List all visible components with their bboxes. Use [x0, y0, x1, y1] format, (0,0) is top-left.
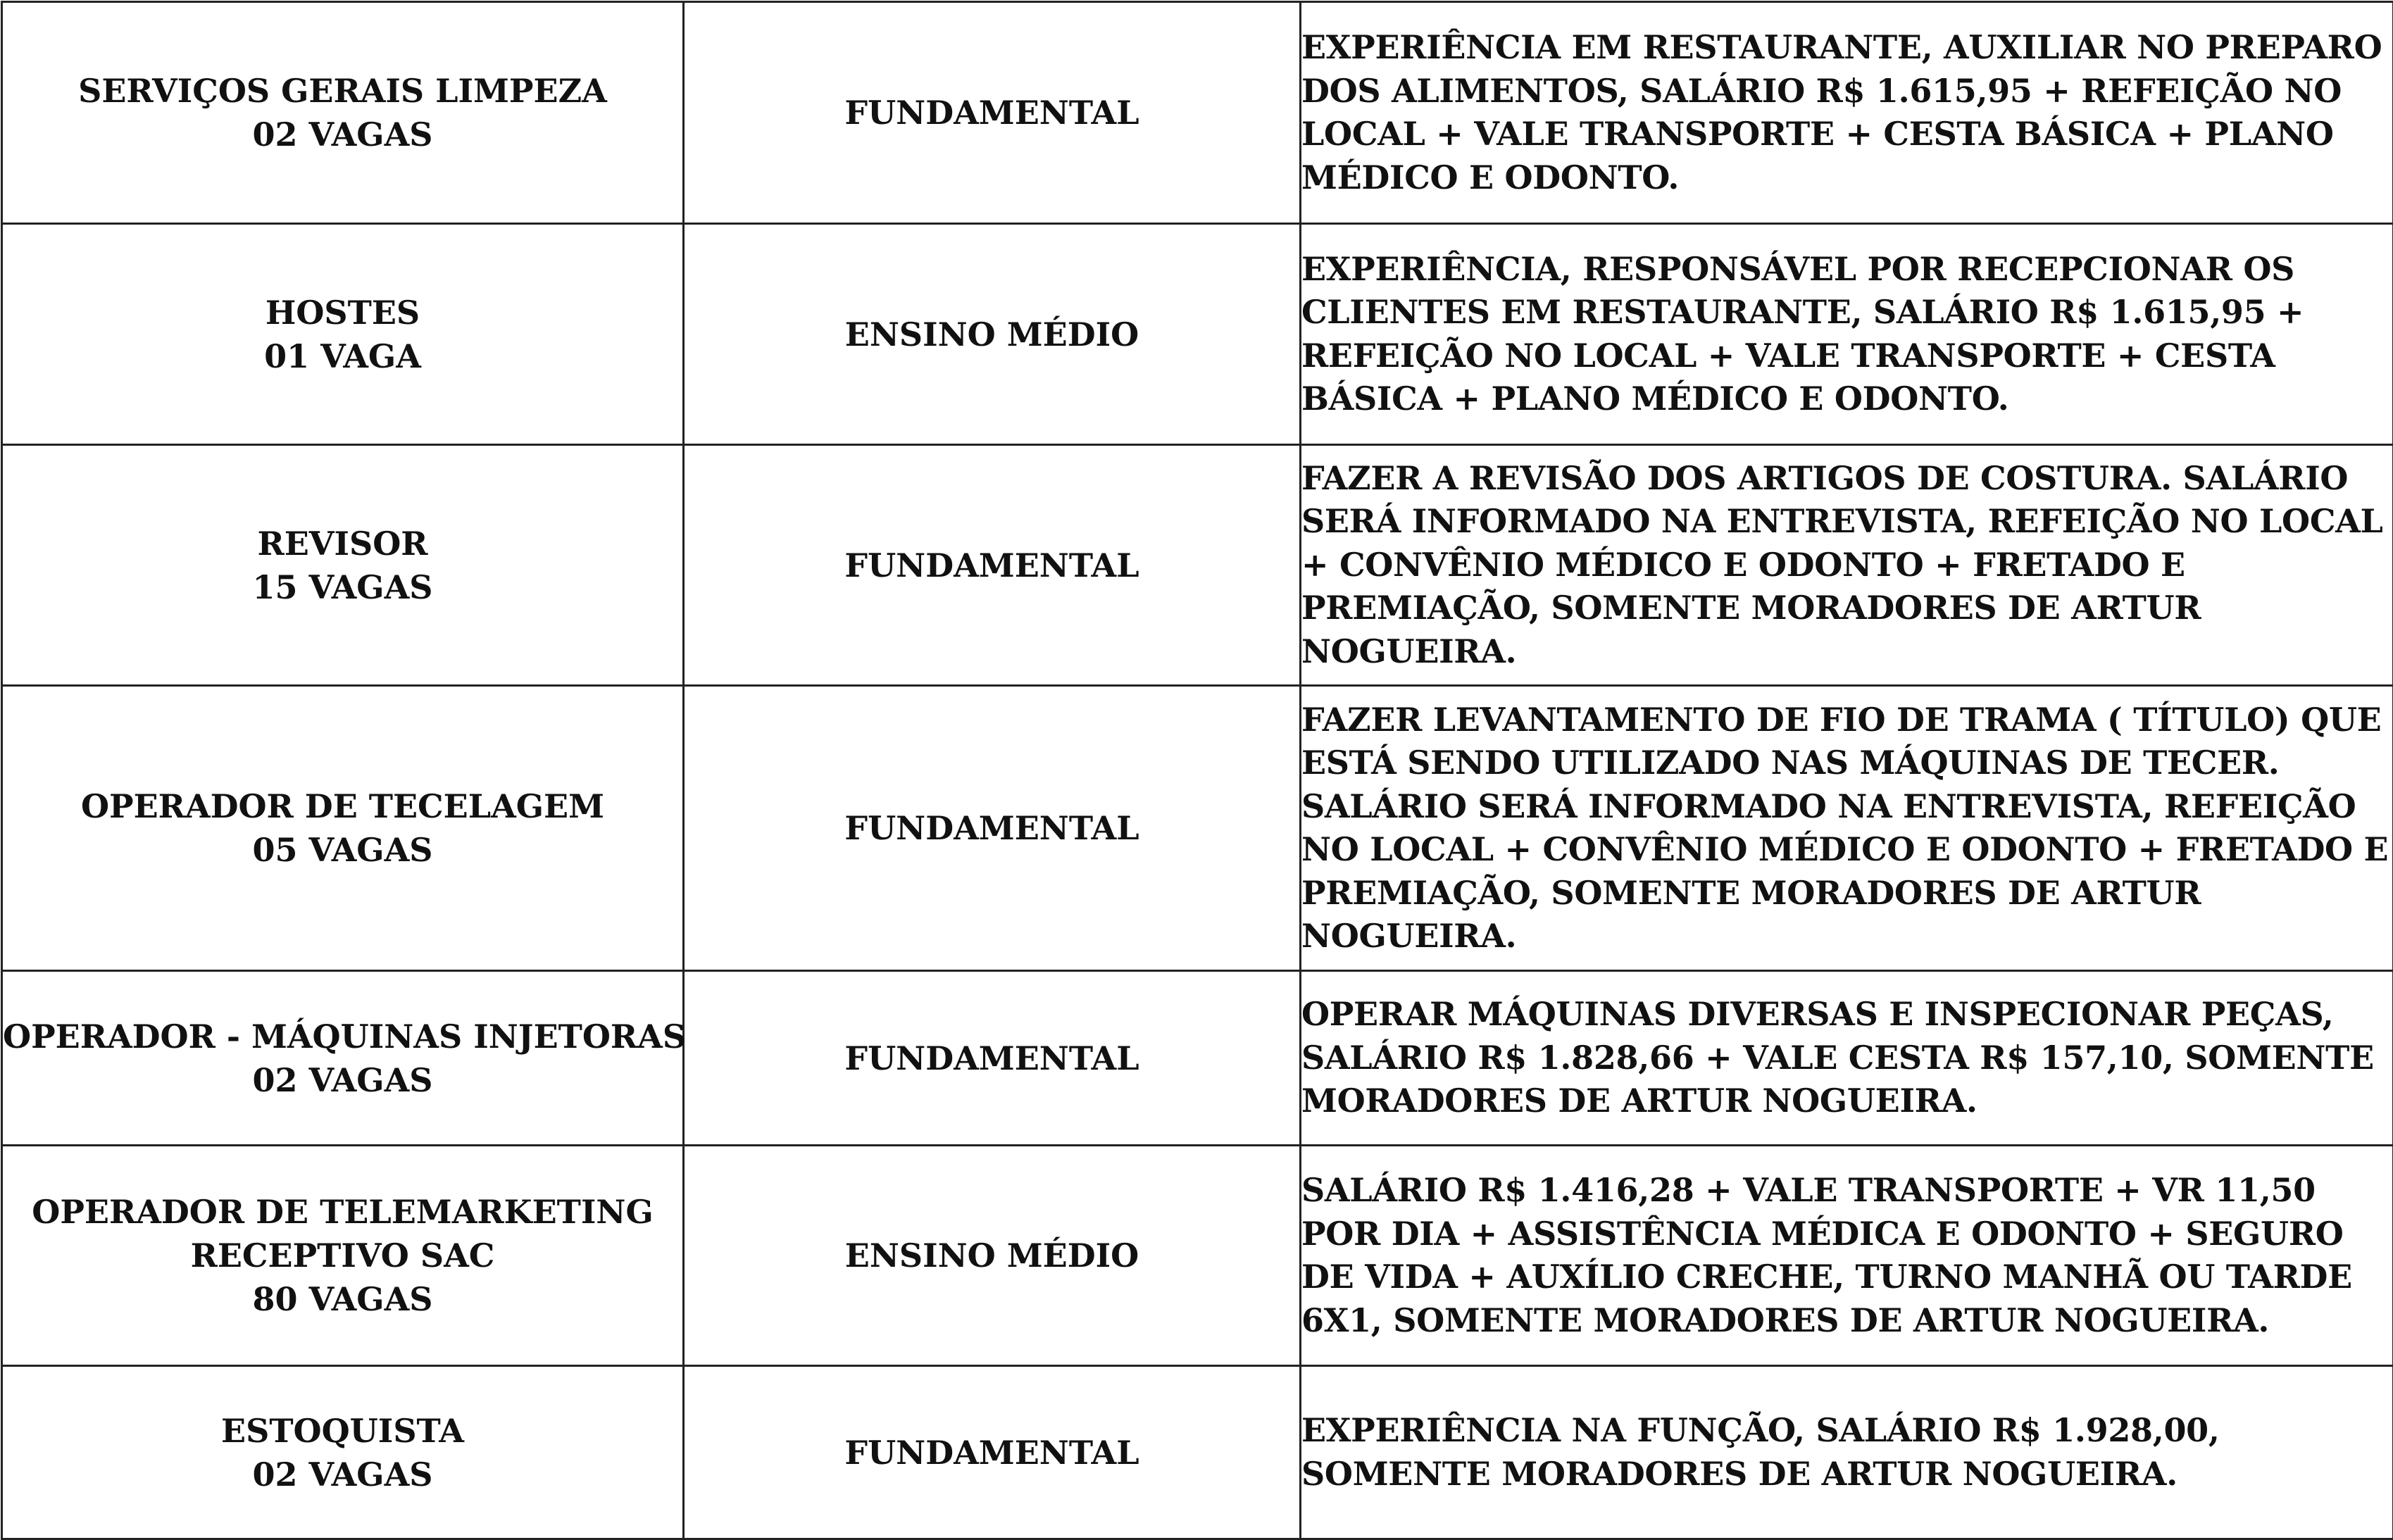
job-vacancies-table: [1, 1, 2393, 1540]
job-vacancies: 02 VAGAS: [3, 113, 682, 156]
job-description: SALÁRIO R$ 1.416,28 + VALE TRANSPORTE + VR 11,50 POR DIA + ASSISTÊNCIA MÉDICA E ODONTO + SEGURO DE VIDA + AUXÍLIO CRECHE, TURNO MANHÃ OU TARDE 6X1, SOMENTE MORADORES DE ARTUR NOGUEIRA.: [1301, 1169, 2392, 1342]
job-title: OPERADOR - MÁQUINAS INJETORAS: [3, 1015, 682, 1058]
education-level: FUNDAMENTAL: [844, 546, 1139, 584]
education-cell: [684, 686, 1301, 971]
description-cell: [1301, 971, 2393, 1146]
education-level: FUNDAMENTAL: [844, 1039, 1139, 1077]
job-title-cell: [2, 224, 684, 445]
education-cell: [684, 2, 1301, 224]
job-title-cell: [2, 2, 684, 224]
job-description: EXPERIÊNCIA EM RESTAURANTE, AUXILIAR NO PREPARO DOS ALIMENTOS, SALÁRIO R$ 1.615,95 + REFEIÇÃO NO LOCAL + VALE TRANSPORTE + CESTA BÁSICA + PLANO MÉDICO E ODONTO.: [1301, 26, 2392, 199]
job-title: ESTOQUISTA: [3, 1409, 682, 1453]
job-title-extra: RECEPTIVO SAC: [3, 1234, 682, 1277]
description-cell: [1301, 1366, 2393, 1539]
education-level: ENSINO MÉDIO: [845, 315, 1139, 353]
table-row: [2, 1366, 2393, 1539]
job-description: OPERAR MÁQUINAS DIVERSAS E INSPECIONAR PEÇAS, SALÁRIO R$ 1.828,66 + VALE CESTA R$ 157,10, SOMENTE MORADORES DE ARTUR NOGUEIRA.: [1301, 993, 2392, 1123]
education-level: FUNDAMENTAL: [844, 809, 1139, 847]
job-vacancies: 02 VAGAS: [3, 1453, 682, 1496]
table-row: [2, 2, 2393, 224]
table-row: [2, 686, 2393, 971]
table-row: [2, 971, 2393, 1146]
description-cell: [1301, 224, 2393, 445]
job-description: FAZER LEVANTAMENTO DE FIO DE TRAMA ( TÍTULO) QUE ESTÁ SENDO UTILIZADO NAS MÁQUINAS DE TECER. SALÁRIO SERÁ INFORMADO NA ENTREVISTA, REFEIÇÃO NO LOCAL + CONVÊNIO MÉDICO E ODONTO + FRETADO E PREMIAÇÃO, SOMENTE MORADORES DE ARTUR NOGUEIRA.: [1301, 699, 2392, 958]
description-cell: [1301, 445, 2393, 686]
job-title-cell: [2, 1366, 684, 1539]
job-title-cell: [2, 1146, 684, 1366]
job-title-cell: [2, 445, 684, 686]
job-description: EXPERIÊNCIA NA FUNÇÃO, SALÁRIO R$ 1.928,00, SOMENTE MORADORES DE ARTUR NOGUEIRA.: [1301, 1409, 2392, 1496]
job-title-cell: [2, 686, 684, 971]
education-level: FUNDAMENTAL: [844, 1434, 1139, 1472]
education-cell: [684, 1146, 1301, 1366]
education-cell: [684, 1366, 1301, 1539]
job-description: EXPERIÊNCIA, RESPONSÁVEL POR RECEPCIONAR OS CLIENTES EM RESTAURANTE, SALÁRIO R$ 1.615,95 + REFEIÇÃO NO LOCAL + VALE TRANSPORTE + CESTA BÁSICA + PLANO MÉDICO E ODONTO.: [1301, 248, 2392, 421]
job-title: REVISOR: [3, 522, 682, 565]
education-cell: [684, 224, 1301, 445]
job-title: OPERADOR DE TELEMARKETING: [3, 1190, 682, 1234]
job-title: SERVIÇOS GERAIS LIMPEZA: [3, 69, 682, 113]
job-description: FAZER A REVISÃO DOS ARTIGOS DE COSTURA. SALÁRIO SERÁ INFORMADO NA ENTREVISTA, REFEIÇÃO NO LOCAL + CONVÊNIO MÉDICO E ODONTO + FRETADO E PREMIAÇÃO, SOMENTE MORADORES DE ARTUR NOGUEIRA.: [1301, 457, 2392, 674]
education-cell: [684, 445, 1301, 686]
job-title: HOSTES: [3, 291, 682, 334]
job-title: OPERADOR DE TECELAGEM: [3, 784, 682, 828]
table-row: [2, 1146, 2393, 1366]
job-vacancies: 80 VAGAS: [3, 1277, 682, 1321]
table-row: [2, 224, 2393, 445]
job-vacancies: 02 VAGAS: [3, 1058, 682, 1102]
education-level: ENSINO MÉDIO: [845, 1237, 1139, 1275]
education-cell: [684, 971, 1301, 1146]
description-cell: [1301, 2, 2393, 224]
table-row: [2, 445, 2393, 686]
description-cell: [1301, 1146, 2393, 1366]
job-vacancies: 01 VAGA: [3, 334, 682, 378]
education-level: FUNDAMENTAL: [844, 94, 1139, 132]
description-cell: [1301, 686, 2393, 971]
job-vacancies: 15 VAGAS: [3, 565, 682, 609]
job-vacancies: 05 VAGAS: [3, 828, 682, 872]
job-title-cell: [2, 971, 684, 1146]
